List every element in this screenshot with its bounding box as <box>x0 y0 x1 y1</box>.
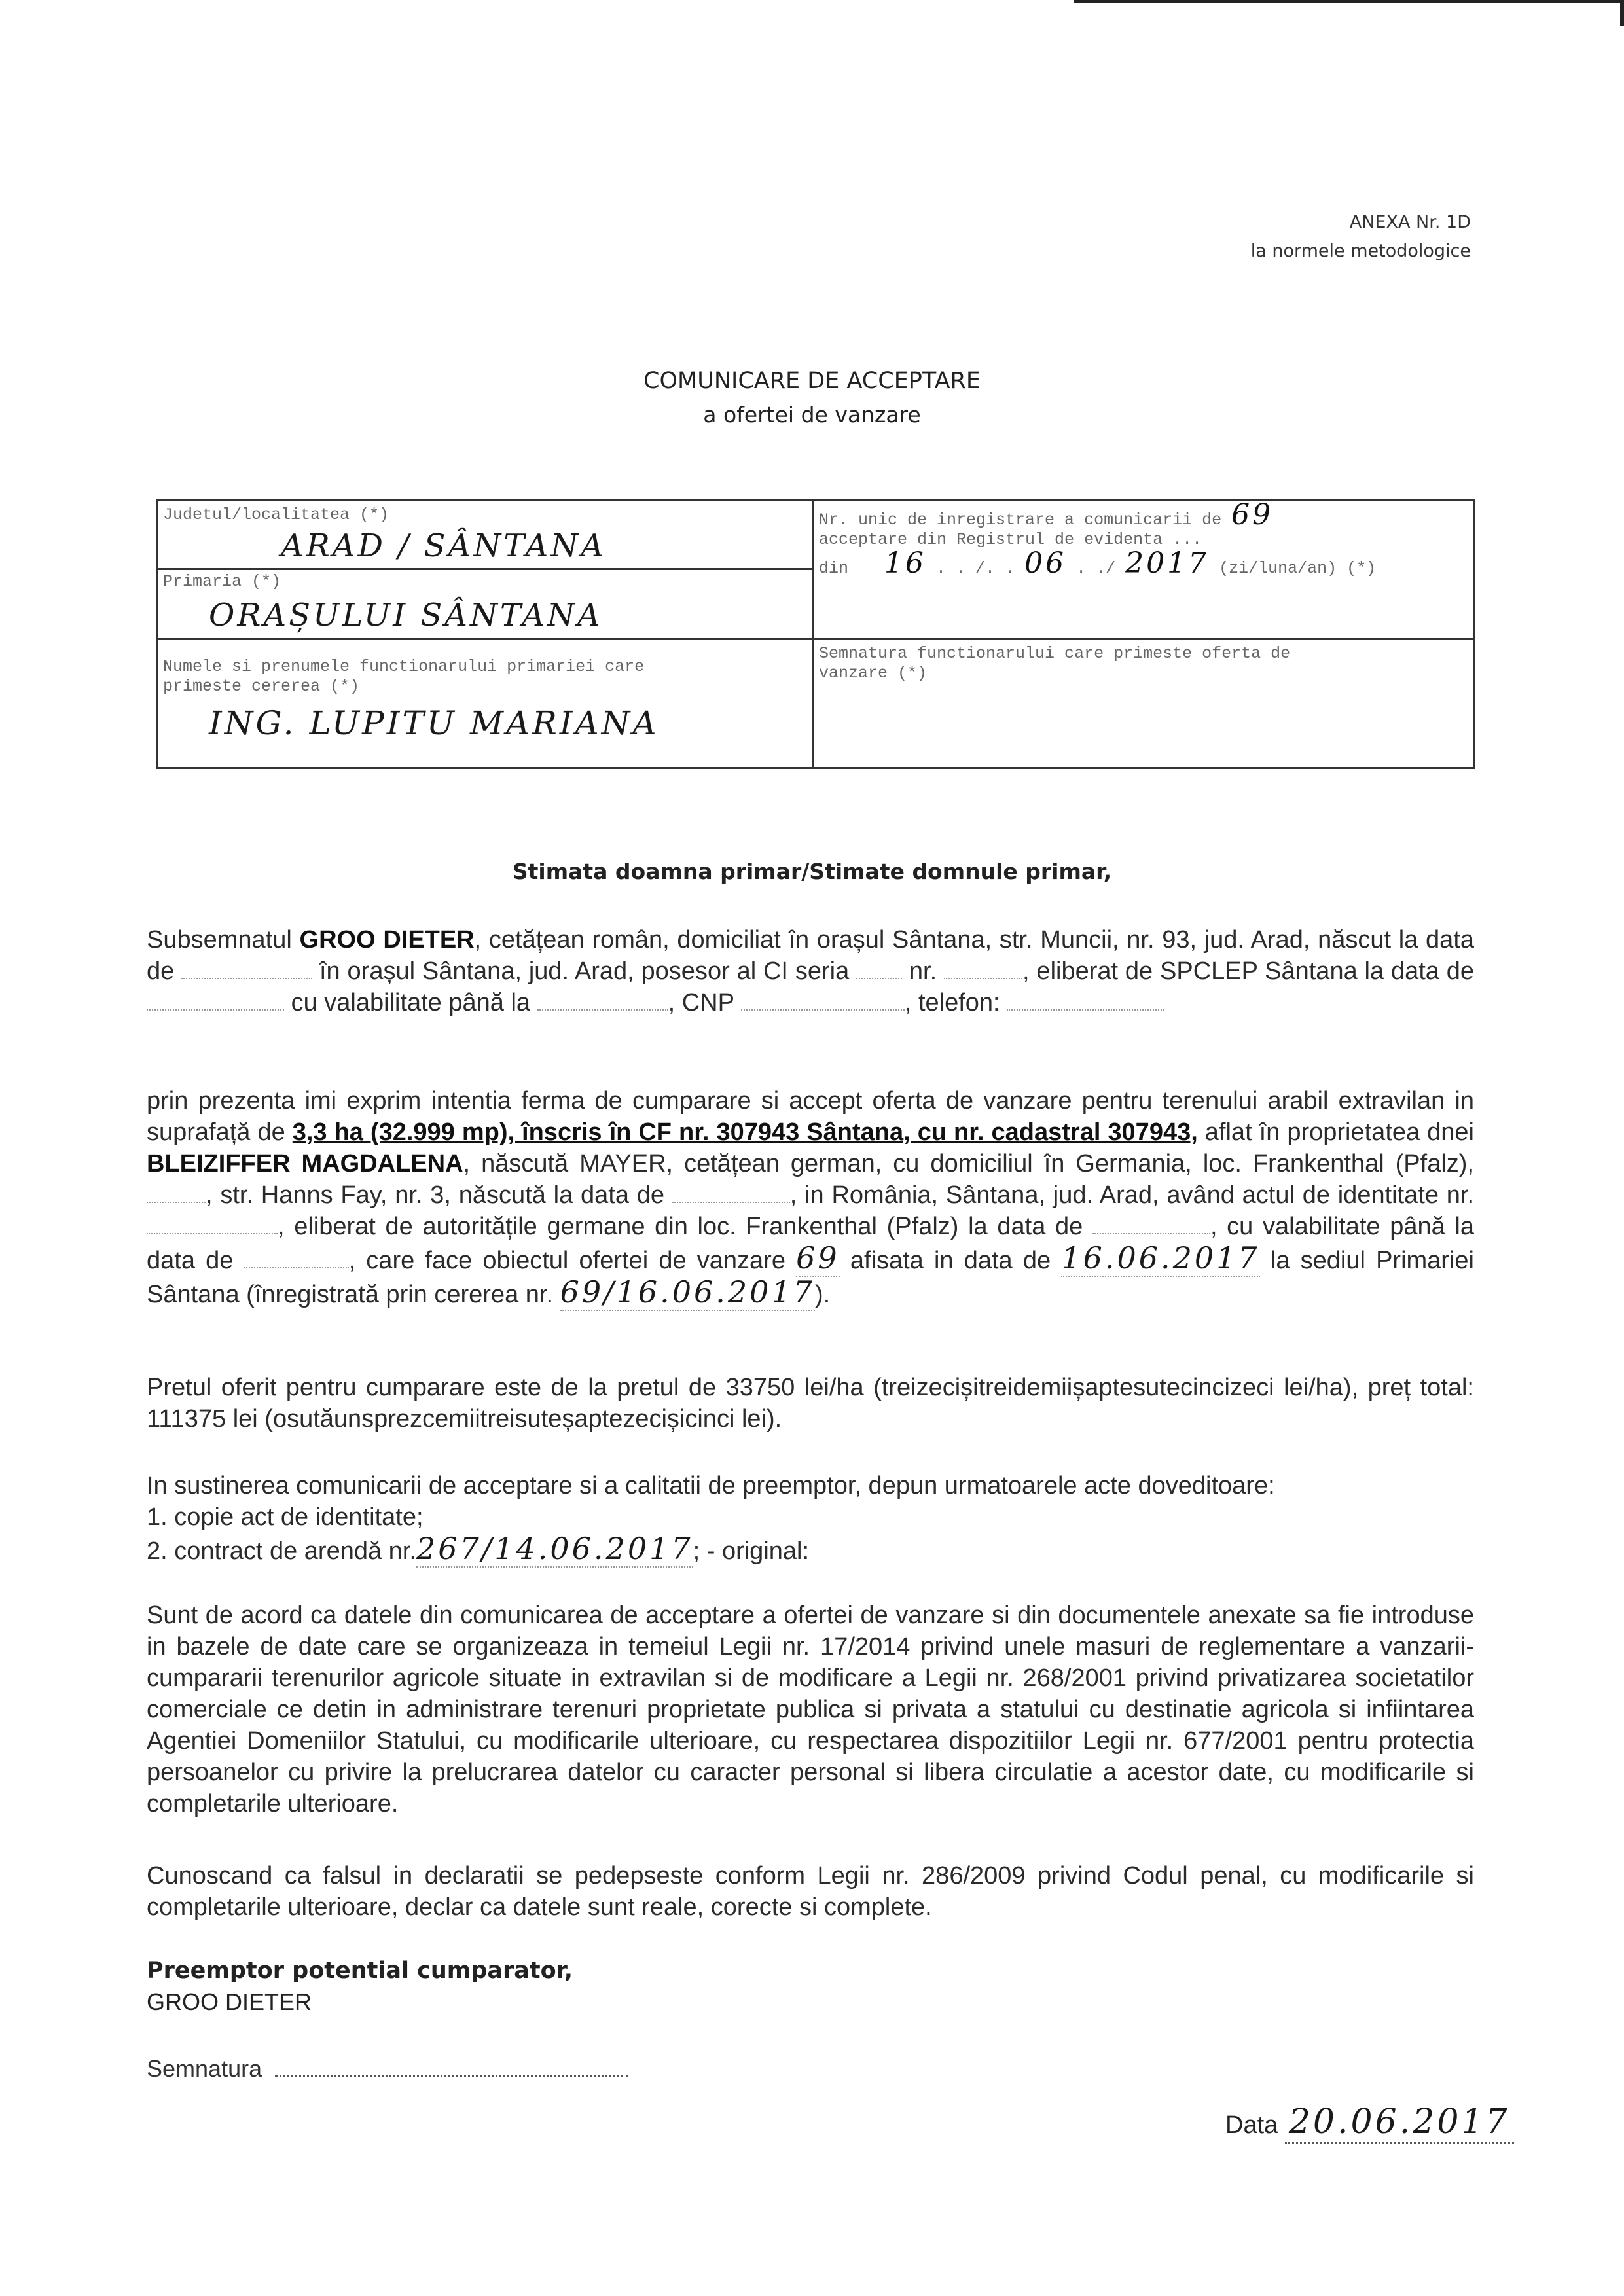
signature-dotted-line <box>275 2075 628 2077</box>
acceptance-paragraph: prin prezenta imi exprim intentia ferma de cumparare si accept oferta de vanzare pentru terenului arabil extravilan in suprafață de 3,3 ha (32.999 mp), înscris în CF nr. 307943 Sântana, cu nr. cadastral 307943, aflat în proprietatea dnei BLEIZIFFER MAGDALENA, născută MAYER, cetățean german, cu domiciliul în Germania, loc. Frankenthal (Pfalz), , str. Hanns Fay, nr. 3, născută la data de , in România, Sântana, jud. Arad, având actul de identitate nr. , eliberat de autoritățile germane din loc. Frankenthal (Pfalz) la data de , cu valabilitate până la data de , care face obiectul ofertei de vanzare 69 afisata in data de 16.06.2017 la sediul Primariei Sântana (înregistrată prin cererea nr. 69/16.06.2017). <box>147 1087 1475 1310</box>
registration-number-cell <box>819 498 1472 636</box>
townhall-label: Primaria (*) <box>163 572 281 591</box>
clerk-name: ING. LUPITU MARIANA <box>209 704 659 742</box>
applicant-paragraph: Subsemnatul GROO DIETER, cetățean român, domiciliat în orașul Sântana, str. Muncii, nr. 93, jud. Arad, născut la data de în orașul Sântana, jud. Arad, posesor al CI seria nr. , eliberat de SPCLEP Sântana la data de cu valabilitate până la , CNP , telefon: <box>147 926 1475 1016</box>
applicant-name: GROO DIETER <box>299 926 475 954</box>
date-value: 20.06.2017 <box>1285 2102 1514 2144</box>
registration-table <box>156 499 1475 769</box>
signature-line <box>147 2055 628 2083</box>
signatory-name: GROO DIETER <box>147 1988 312 2015</box>
townhall-value: ORAȘULUI SÂNTANA <box>209 597 603 634</box>
scan-edge-mark <box>1620 0 1624 26</box>
document-subtitle: a ofertei de vanzare <box>703 402 921 427</box>
county-label: Judetul/localitatea (*) <box>163 505 389 524</box>
documents-intro: In sustinerea comunicarii de acceptare si a calitatii de preemptor, depun urmatoarele acte doveditoare: <box>147 1472 1275 1499</box>
document-item-1: 1. copie act de identitate; <box>147 1503 424 1531</box>
request-number: 69/16.06.2017 <box>560 1274 815 1310</box>
reg-date-month: 06 <box>1024 547 1067 580</box>
offer-posting-date: 16.06.2017 <box>1061 1240 1260 1276</box>
date-field <box>1225 2102 1514 2142</box>
clerk-label-line1: Numele si prenumele functionarului primariei care <box>163 657 645 676</box>
annex-number: ANEXA Nr. 1D <box>1349 212 1471 232</box>
annex-header <box>1251 208 1471 266</box>
county-value: ARAD / SÂNTANA <box>281 528 606 564</box>
reg-number-value: 69 <box>1231 498 1274 531</box>
reg-number-label-line2: acceptare din Registrul de evidenta ... <box>819 530 1202 549</box>
reg-date-day: 16 <box>884 547 927 580</box>
owner-name: BLEIZIFFER MAGDALENA <box>147 1150 463 1177</box>
price-paragraph: Pretul oferit pentru cumparare este de la pretul de 33750 lei/ha (treizecișitreidemiișaptesutecincizeci lei/ha), preț total: 111375 lei (osutăunsprezcemiitreisuteșaptezecișicinci lei). <box>147 1374 1474 1433</box>
table-divider <box>158 638 1473 640</box>
clerk-signature-cell <box>819 644 1472 762</box>
offer-number: 69 <box>796 1240 840 1276</box>
signature-title: Preemptor potential cumparator, <box>147 1958 573 1984</box>
table-divider <box>158 568 812 570</box>
clerk-cell <box>163 657 811 762</box>
scan-edge-line <box>1074 0 1624 3</box>
table-vertical-divider <box>812 501 814 767</box>
lease-contract-number: 267/14.06.2017 <box>416 1531 693 1566</box>
consent-paragraph: Sunt de acord ca datele din comunicarea de acceptare a ofertei de vanzare si din documentele anexate sa fie introduse in bazele de date care se organizeaza in temeiul Legii nr. 17/2014 privind unele masuri de reglementare a vanzarii-cumpararii terenurilor agricole situate in extravilan si de modificare a Legii nr. 268/2001 privind privatizarea societatilor comerciale ce detin in administrare terenuri proprietate publica si privata a statului cu destinatie agricola si infiintarea Agentiei Domeniilor Statului, cu modificarile ulterioare, cu respectarea dispozitiilor Legii nr. 677/2001 pentru protectia persoanelor cu privire la prelucrarea datelor cu caracter personal si libera circulatie a acestor date, cu modificarile si completarile ulterioare. <box>147 1602 1474 1818</box>
documents-paragraph <box>147 1470 1474 1567</box>
annex-subtitle: la normele metodologice <box>1250 241 1471 261</box>
reg-date-line: din 16 . . /. . 06 . ./ 2017 (zi/luna/an) (*) <box>819 547 1377 580</box>
document-title: COMUNICARE DE ACCEPTARE <box>643 368 981 394</box>
clerk-label-line2: primeste cererea (*) <box>163 677 360 696</box>
townhall-cell <box>163 572 811 637</box>
date-label: Data <box>1225 2111 1278 2139</box>
greeting: Stimata doamna primar/Stimate domnule primar, <box>512 859 1112 884</box>
document-item-2: 2. contract de arendă nr.267/14.06.2017; - original: <box>147 1531 810 1566</box>
reg-date-year: 2017 <box>1125 547 1210 580</box>
clerk-signature-label-line2: vanzare (*) <box>819 664 928 683</box>
land-description: 3,3 ha (32.999 mp), înscris în CF nr. 307943 Sântana, cu nr. cadastral 307943, <box>292 1119 1198 1146</box>
signature-label: Semnatura <box>147 2055 262 2082</box>
clerk-signature-label-line1: Semnatura functionarului care primeste oferta de <box>819 644 1291 663</box>
county-cell <box>163 505 811 568</box>
declaration-paragraph: Cunoscand ca falsul in declaratii se pedepseste conform Legii nr. 286/2009 privind Codul penal, cu modificarile si completarile ulterioare, declar ca datele sunt reale, corecte si complete. <box>147 1862 1474 1921</box>
reg-number-label-line1: Nr. unic de inregistrare a comunicarii de 69 <box>819 498 1274 531</box>
signature-block <box>147 1954 573 2017</box>
